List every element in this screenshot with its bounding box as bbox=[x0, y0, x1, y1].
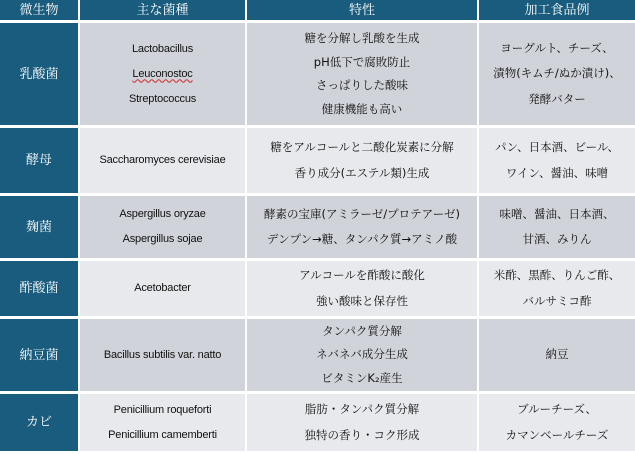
microbe-name-mold bbox=[0, 394, 78, 451]
food-item: ブルーチーズ、 bbox=[517, 402, 597, 416]
microbe-name-koji bbox=[0, 196, 78, 258]
species-cell bbox=[80, 196, 245, 258]
food-item: ワイン、醤油、味噌 bbox=[505, 165, 609, 180]
trait-item: pH低下で腐敗防止 bbox=[313, 54, 411, 69]
header-traits bbox=[247, 0, 477, 20]
trait-item: アルコールを酢酸に酸化 bbox=[299, 268, 425, 282]
trait-item: タンパク質分解 bbox=[322, 323, 402, 338]
species-cell bbox=[80, 394, 245, 451]
food-item: 米酢、黒酢、りんご酢、 bbox=[493, 268, 621, 282]
foods-cell bbox=[479, 394, 635, 451]
traits-cell bbox=[247, 196, 477, 258]
species-item: Streptococcus bbox=[128, 92, 197, 105]
trait-item: ビタミンK₂産生 bbox=[321, 370, 403, 385]
foods-cell bbox=[479, 23, 635, 125]
trait-item: ネバネバ成分生成 bbox=[316, 347, 408, 362]
header-label: 特性 bbox=[348, 2, 375, 18]
trait-item: 強い酸味と保存性 bbox=[316, 293, 408, 308]
foods-cell bbox=[479, 196, 635, 258]
species-cell bbox=[80, 319, 245, 391]
microbe-name-natto bbox=[0, 319, 78, 391]
microbe-name-lactic bbox=[0, 23, 78, 125]
header-species bbox=[80, 0, 245, 20]
food-item: カマンベールチーズ bbox=[505, 427, 609, 442]
foods-cell bbox=[479, 319, 635, 391]
trait-item: 酵素の宝庫(アミラーゼ/プロテアーゼ) bbox=[263, 206, 461, 221]
species-item: Aspergillus oryzae bbox=[119, 208, 206, 220]
traits-cell bbox=[247, 394, 477, 451]
microbe-label: 酵母 bbox=[25, 153, 52, 168]
trait-item: さっぱりした酸味 bbox=[316, 78, 408, 92]
traits-cell bbox=[247, 261, 477, 316]
microbe-label: 納豆菌 bbox=[19, 347, 59, 363]
species-item: Penicillium camemberti bbox=[108, 428, 217, 441]
trait-item: 健康機能も高い bbox=[321, 101, 403, 116]
food-item: 漬物(キムチ/ぬか漬け)、 bbox=[493, 66, 621, 81]
species-cell bbox=[80, 23, 245, 125]
species-item: Saccharomyces cerevisiae bbox=[99, 154, 226, 166]
species-cell bbox=[80, 261, 245, 316]
food-item: ヨーグルト、チーズ、 bbox=[500, 40, 614, 55]
trait-item: デンプン→糖、タンパク質→アミノ酸 bbox=[266, 232, 458, 246]
food-item: 発酵バター bbox=[528, 91, 586, 106]
microbe-name-acetic bbox=[0, 261, 78, 316]
trait-item: 香り成分(エステル類)生成 bbox=[294, 165, 430, 180]
traits-cell bbox=[247, 23, 477, 125]
microbe-label: 乳酸菌 bbox=[19, 66, 59, 82]
header-label: 主な菌種 bbox=[136, 2, 189, 18]
traits-cell bbox=[247, 128, 477, 193]
species-item: Bacillus subtilis var. natto bbox=[103, 348, 222, 361]
species-item: Acetobacter bbox=[134, 282, 191, 294]
food-item: パン、日本酒、ビール、 bbox=[495, 140, 619, 154]
food-item: バルサミコ酢 bbox=[522, 293, 592, 308]
species-item: Aspergillus sojae bbox=[122, 233, 203, 245]
species-item: Penicillium roqueforti bbox=[113, 403, 212, 416]
foods-cell bbox=[479, 261, 635, 316]
microbe-name-yeast bbox=[0, 128, 78, 193]
species-cell bbox=[80, 128, 245, 193]
species-item: Lactobacillus bbox=[132, 42, 193, 55]
trait-item: 糖を分解し乳酸を生成 bbox=[304, 31, 420, 45]
food-item: 味噌、醤油、日本酒、 bbox=[499, 206, 615, 221]
traits-cell bbox=[247, 319, 477, 391]
header-label: 加工食品例 bbox=[524, 2, 590, 18]
microbe-label: 麹菌 bbox=[25, 219, 52, 235]
trait-item: 独特の香り・コク形成 bbox=[304, 427, 420, 442]
species-item: Leuconostoc bbox=[132, 67, 193, 80]
microbe-label: カビ bbox=[25, 415, 52, 430]
food-item: 甘酒、みりん bbox=[522, 232, 592, 246]
food-item: 納豆 bbox=[545, 347, 569, 362]
header-label: 微生物 bbox=[19, 2, 59, 18]
microbe-label: 酢酸菌 bbox=[19, 281, 59, 296]
trait-item: 脂肪・タンパク質分解 bbox=[304, 402, 420, 416]
header-foods bbox=[479, 0, 635, 20]
trait-item: 糖をアルコールと二酸化炭素に分解 bbox=[270, 140, 454, 154]
foods-cell bbox=[479, 128, 635, 193]
header-microbe bbox=[0, 0, 78, 20]
